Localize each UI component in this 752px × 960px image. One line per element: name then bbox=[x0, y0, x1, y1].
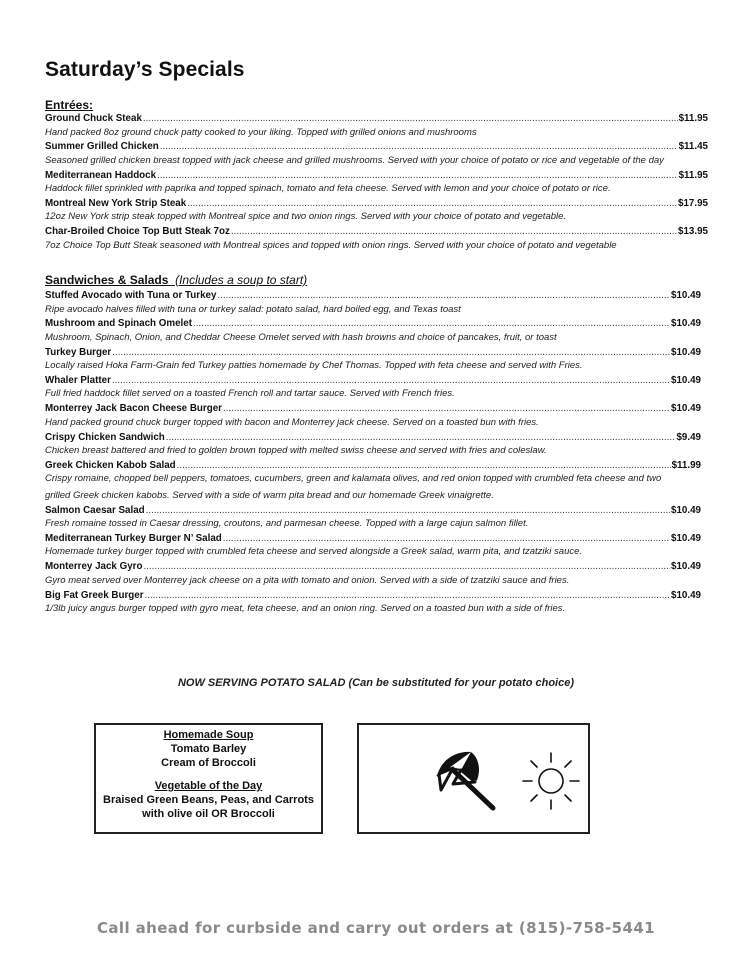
menu-item-price: $10.49 bbox=[671, 346, 701, 358]
leader-dots bbox=[166, 432, 676, 444]
leader-dots bbox=[187, 198, 677, 210]
menu-item-description: Chicken breast battered and fried to golden brown topped with melted swiss cheese and served with fries and coleslaw. bbox=[45, 445, 547, 456]
menu-item-price: $10.49 bbox=[671, 504, 701, 516]
leader-dots bbox=[112, 375, 670, 387]
leader-dots bbox=[160, 141, 678, 153]
menu-item-name: Mushroom and Spinach Omelet bbox=[45, 318, 192, 330]
menu-item-price: $11.95 bbox=[678, 169, 708, 181]
menu-item-description: Full fried haddock fillet served on a toasted French roll and tartar sauce. Served with French fries. bbox=[45, 388, 455, 400]
menu-item-description: Gyro meat served over Monterrey jack cheese on a pita with tomato and onion. Served with a side of tzatziki sauce and fries. bbox=[45, 574, 570, 586]
menu-item-description: Seasoned grilled chicken breast topped with jack cheese and grilled mushrooms. Served with your choice of potato or rice and vegetable of the day bbox=[45, 154, 664, 166]
potato-salad-notice: NOW SERVING POTATO SALAD (Can be substituted for your potato choice) bbox=[177, 677, 574, 689]
menu-item-description: Haddock fillet sprinkled with paprika and topped spinach, tomato and feta cheese. Served with lemon and your choice of potato or rice. bbox=[45, 183, 611, 195]
leader-dots bbox=[157, 170, 678, 182]
menu-item-description: Homemade turkey burger topped with crumbled feta cheese and served alongside a Greek salad, warm pita, and tzatziki sauce. bbox=[45, 546, 583, 558]
menu-item-description: 1/3lb juicy angus burger topped with gyro meat, feta cheese, and an onion ring. Served on a toasted bun with a side of fries. bbox=[45, 603, 566, 614]
menu-item-price: $10.49 bbox=[671, 561, 701, 573]
menu-item-price: $10.49 bbox=[671, 374, 701, 386]
menu-item-name: Greek Chicken Kabob Salad bbox=[45, 459, 176, 471]
menu-item-description: Mushroom, Spinach, Onion, and Cheddar Cheese Omelet served with hash browns and choice of pancakes, fruit, or toast bbox=[45, 331, 557, 343]
menu-item-name: Montreal New York Strip Steak bbox=[45, 197, 187, 209]
menu-item-price: $10.49 bbox=[671, 318, 701, 330]
sandwiches-note-text: (Includes a soup to start) bbox=[175, 273, 308, 287]
menu-item-price: $10.49 bbox=[671, 532, 701, 544]
menu-item-name: Monterrey Jack Bacon Cheese Burger bbox=[45, 403, 222, 415]
menu-item-price: $13.95 bbox=[678, 226, 708, 238]
sun-icon bbox=[519, 749, 583, 818]
menu-item-description: Crispy romaine, chopped bell peppers, tomatoes, cucumbers, green and kalamata olives, and red onion topped with crumbled feta cheese and two bbox=[45, 473, 662, 485]
leader-dots bbox=[112, 347, 670, 359]
menu-item bbox=[45, 141, 708, 153]
menu-item bbox=[45, 375, 701, 387]
leader-dots bbox=[217, 290, 670, 302]
menu-item bbox=[45, 505, 701, 517]
menu-item-description: Ripe avocado halves filled with tuna or turkey salad: potato salad, hard boiled egg, and Texas toast bbox=[45, 303, 461, 315]
menu-item-price: $10.49 bbox=[671, 589, 701, 601]
beach-umbrella-icon bbox=[431, 748, 499, 817]
menu-item-description: 12oz New York strip steak topped with Montreal spice and two onion rings. Served with your choice of potato and vegetable. bbox=[45, 211, 567, 223]
menu-item bbox=[45, 113, 708, 125]
soup-item: Tomato Barley bbox=[170, 743, 247, 755]
menu-item-price: $11.99 bbox=[671, 459, 701, 471]
leader-dots bbox=[146, 505, 670, 517]
soup-vegetable-box bbox=[94, 723, 323, 834]
menu-item-price: $9.49 bbox=[676, 431, 701, 443]
page-title: Saturday’s Specials bbox=[45, 58, 245, 81]
menu-item-description: grilled Greek chicken kabobs. Served with a side of warm pita bread and our homemade Greek vinaigrette. bbox=[45, 489, 494, 501]
menu-item-name: Salmon Caesar Salad bbox=[45, 504, 145, 516]
menu-item-name: Stuffed Avocado with Tuna or Turkey bbox=[45, 290, 217, 301]
menu-item bbox=[45, 318, 701, 330]
soup-heading: Homemade Soup bbox=[163, 729, 254, 741]
menu-item bbox=[45, 432, 701, 444]
menu-item bbox=[45, 533, 701, 545]
leader-dots bbox=[193, 318, 670, 330]
menu-item-price: $17.95 bbox=[678, 197, 708, 209]
leader-dots bbox=[145, 590, 670, 602]
sandwiches-heading bbox=[45, 273, 307, 287]
menu-item-description: Fresh romaine tossed in Caesar dressing, croutons, and parmesan cheese. Topped with a large cajun salmon fillet. bbox=[45, 518, 529, 530]
menu-item-name: Summer Grilled Chicken bbox=[45, 141, 159, 153]
menu-item bbox=[45, 561, 701, 573]
menu-item-name: Whaler Platter bbox=[45, 374, 111, 386]
menu-item bbox=[45, 170, 708, 182]
leader-dots bbox=[231, 226, 677, 238]
menu-item bbox=[45, 347, 701, 359]
sandwiches-heading-label: Sandwiches & Salads bbox=[45, 273, 169, 287]
menu-item-description: Hand packed ground chuck burger topped with bacon and Monterrey jack cheese. Served on a toasted bun with fries. bbox=[45, 416, 539, 428]
menu-item bbox=[45, 590, 701, 602]
menu-item-name: Big Fat Greek Burger bbox=[45, 589, 144, 601]
menu-item-name: Mediterranean Haddock bbox=[45, 169, 157, 181]
menu-item-price: $11.95 bbox=[678, 113, 708, 124]
sandwiches-heading-note bbox=[172, 273, 307, 287]
menu-item-name: Char-Broiled Choice Top Butt Steak 7oz bbox=[45, 226, 230, 238]
menu-item bbox=[45, 460, 701, 472]
menu-item-name: Mediterranean Turkey Burger N’ Salad bbox=[45, 532, 222, 544]
menu-item-price: $10.49 bbox=[671, 290, 701, 301]
leader-dots bbox=[143, 561, 670, 573]
menu-item bbox=[45, 198, 708, 210]
summer-icons-box bbox=[357, 723, 590, 834]
menu-item-description: 7oz Choice Top Butt Steak seasoned with Montreal spices and topped with onion rings. Served with your choice of potato and vegetable bbox=[45, 239, 617, 251]
leader-dots bbox=[143, 113, 678, 125]
vegetable-line: with olive oil OR Broccoli bbox=[142, 808, 275, 820]
menu-item-name: Turkey Burger bbox=[45, 346, 112, 358]
vegetable-line: Braised Green Beans, Peas, and Carrots bbox=[103, 794, 314, 806]
vegetable-heading: Vegetable of the Day bbox=[154, 780, 263, 792]
menu-item-name: Ground Chuck Steak bbox=[45, 113, 142, 124]
menu-item-description: Hand packed 8oz ground chuck patty cooked to your liking. Topped with grilled onions and mushrooms bbox=[45, 126, 477, 138]
call-ahead-footer: Call ahead for curbside and carry out orders at (815)-758-5441 bbox=[96, 919, 655, 937]
menu-item-description: Locally raised Hoka Farm-Grain fed Turkey patties homemade by Chef Thomas. Topped with feta cheese and served with Fries. bbox=[45, 360, 583, 372]
leader-dots bbox=[177, 460, 671, 472]
menu-item-price: $10.49 bbox=[671, 403, 701, 415]
menu-item bbox=[45, 226, 708, 238]
menu-item-price: $11.45 bbox=[678, 141, 708, 153]
menu-item bbox=[45, 290, 701, 302]
leader-dots bbox=[223, 533, 670, 545]
entrees-heading: Entrées: bbox=[45, 98, 94, 112]
menu-item bbox=[45, 403, 701, 415]
menu-item-name: Crispy Chicken Sandwich bbox=[45, 431, 165, 443]
leader-dots bbox=[223, 403, 670, 415]
soup-item: Cream of Broccoli bbox=[161, 757, 256, 769]
menu-item-name: Monterrey Jack Gyro bbox=[45, 561, 143, 573]
